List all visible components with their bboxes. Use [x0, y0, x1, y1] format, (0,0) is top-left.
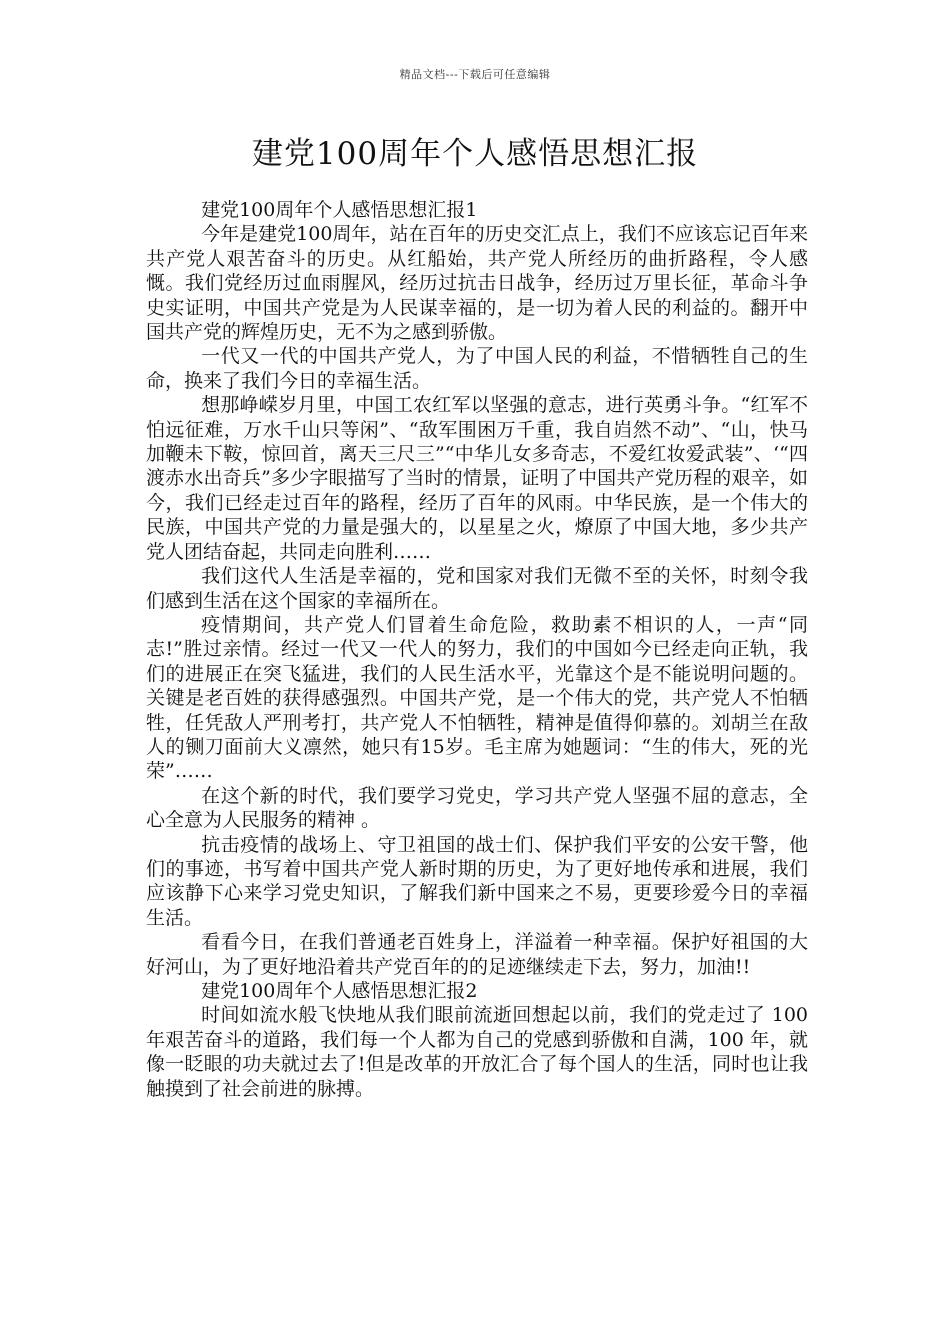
- document-title: 建党100周年个人感悟思想汇报: [251, 136, 699, 172]
- paragraph: 一代又一代的中国共产党人，为了中国人民的利益，不惜牺牲自己的生命，换来了我们今日的幸福生活。: [146, 345, 808, 392]
- paragraph: 想那峥嵘岁月里，中国工农红军以坚强的意志，进行英勇斗争。“红军不怕远征难，万水千山只等闲”、“敌军围困万千重，我自岿然不动”、“山，快马加鞭未下鞍，惊回首，离天三尺三”“中华儿女多奇志，不爱红妆爱武装”、‘“四渡赤水出奇兵”多少字眼描写了当时的情景，证明了中国共产党历程的艰辛，如今，我们已经走过百年的路程，经历了百年的风雨。中华民族，是一个伟大的民族，中国共产党的力量是强大的，以星星之火，燎原了中国大地，多少共产党人团结奋起，共同走向胜利……: [146, 394, 808, 563]
- paragraph: 我们这代人生活是幸福的，党和国家对我们无微不至的关怀，时刻令我们感到生活在这个国家的幸福所在。: [146, 565, 808, 612]
- paragraph: 疫情期间，共产党人们冒着生命危险，救助素不相识的人，一声“同志!”胜过亲情。经过一代又一代人的努力，我们的中国如今已经走向正轨，我们的进展正在突飞猛进，我们的人民生活水平，光靠这个是不能说明问题的。关键是老百姓的获得感强烈。中国共产党，是一个伟大的党，共产党人不怕牺牲，任凭敌人严刑考打，共产党人不怕牺牲，精神是值得仰慕的。刘胡兰在敌人的铡刀面前大义凛然，她只有15岁。毛主席为她题词：“生的伟大，死的光荣”……: [146, 613, 808, 783]
- section-heading-2: 建党100周年个人感悟思想汇报2: [201, 980, 478, 1002]
- paragraph: 今年是建党100周年，站在百年的历史交汇点上，我们不应该忘记百年来共产党人艰苦奋斗的历史。从红船始，共产党人所经历的曲折路程，令人感慨。我们党经历过血雨腥风，经历过抗击日战争，经历过万里长征，革命斗争史实证明，中国共产党是为人民谋幸福的，是一切为着人民的利益的。翻开中国共产党的辉煌历史，无不为之感到骄傲。: [146, 223, 808, 344]
- paragraph: 看看今日，在我们普通老百姓身上，洋溢着一种幸福。保护好祖国的大好河山，为了更好地沿着共产党百年的的足迹继续走下去，努力，加油!!: [146, 931, 808, 978]
- document-body: [146, 198, 808, 1101]
- paragraph: 抗击疫情的战场上、守卫祖国的战士们、保护我们平安的公安干警，他们的事迹，书写着中国共产党人新时期的历史，为了更好地传承和进展，我们应该静下心来学习党史知识，了解我们新中国来之不易，更要珍爱今日的幸福生活。: [146, 833, 808, 929]
- page-header-watermark: 精品文档---下载后可任意编辑: [399, 68, 551, 81]
- paragraph: 时间如流水般飞快地从我们眼前流逝回想起以前，我们的党走过了 100 年艰苦奋斗的道路，我们每一个人都为自己的党感到骄傲和自满，100 年，就像一眨眼的功夫就过去了!但是改革的开放汇合了每个国人的生活，同时也让我触摸到了社会前进的脉搏。: [146, 1004, 808, 1100]
- paragraph: 在这个新的时代，我们要学习党史，学习共产党人坚强不屈的意志，全心全意为人民服务的精神 。: [146, 784, 808, 832]
- section-heading-1: 建党100周年个人感悟思想汇报1: [201, 199, 478, 221]
